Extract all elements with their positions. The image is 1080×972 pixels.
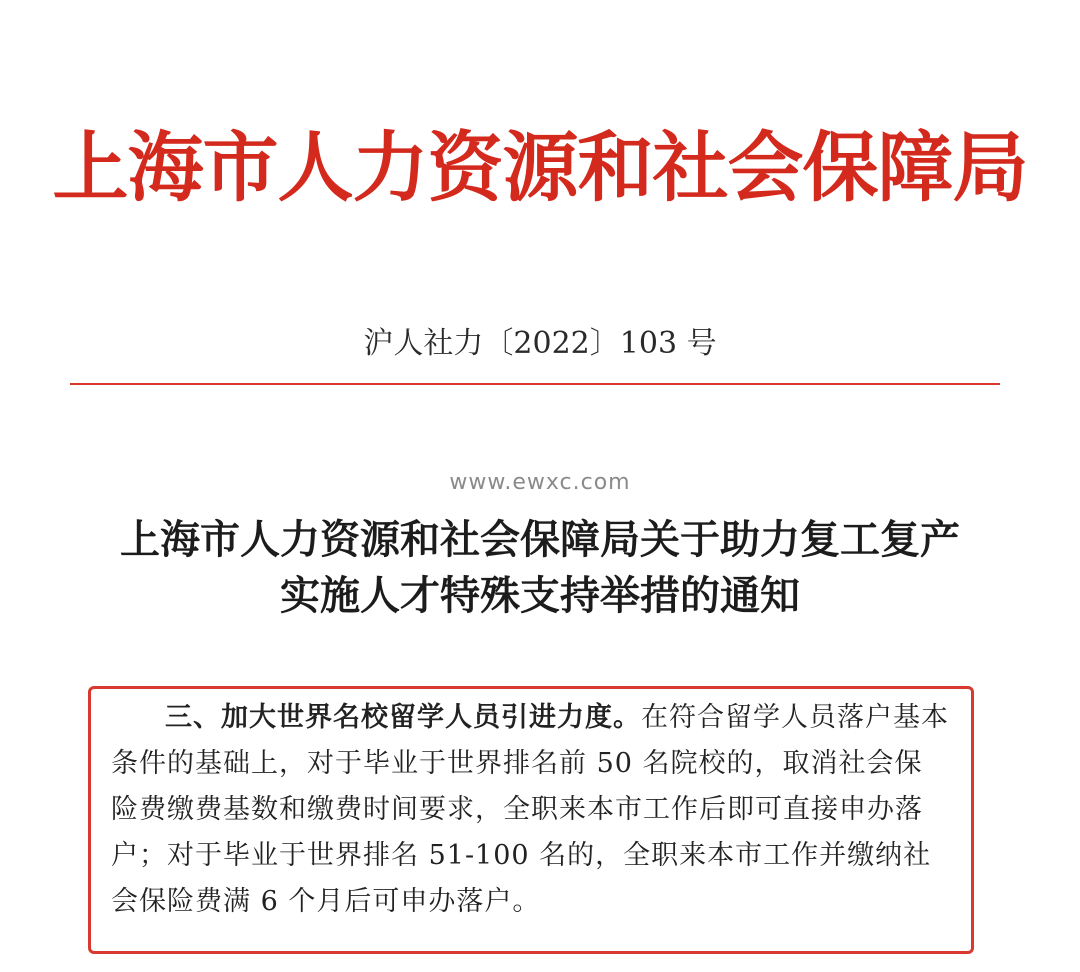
- notice-title-line-2: 实施人才特殊支持举措的通知: [280, 572, 800, 619]
- highlighted-excerpt-box: [88, 686, 974, 954]
- site-watermark: www.ewxc.com: [449, 470, 631, 495]
- excerpt-heading: 三、加大世界名校留学人员引进力度。: [165, 702, 641, 733]
- excerpt-body: 在符合留学人员落户基本条件的基础上，对于毕业于世界排名前 50 名院校的，取消社会保险费缴费基数和缴费时间要求，全职来本市工作后即可直接申办落户；对于毕业于世界排名 51-100 名的，全职来本市工作并缴纳社会保险费满 6 个月后可申办落户。: [111, 702, 949, 917]
- red-divider-line: [70, 383, 1000, 385]
- notice-title-line-1: 上海市人力资源和社会保障局关于助力复工复产: [120, 516, 960, 563]
- notice-title: [0, 512, 1080, 624]
- issuer-masthead: 上海市人力资源和社会保障局: [52, 123, 1028, 212]
- excerpt-paragraph: [111, 695, 949, 925]
- document-number: 沪人社力〔2022〕103 号: [363, 326, 717, 361]
